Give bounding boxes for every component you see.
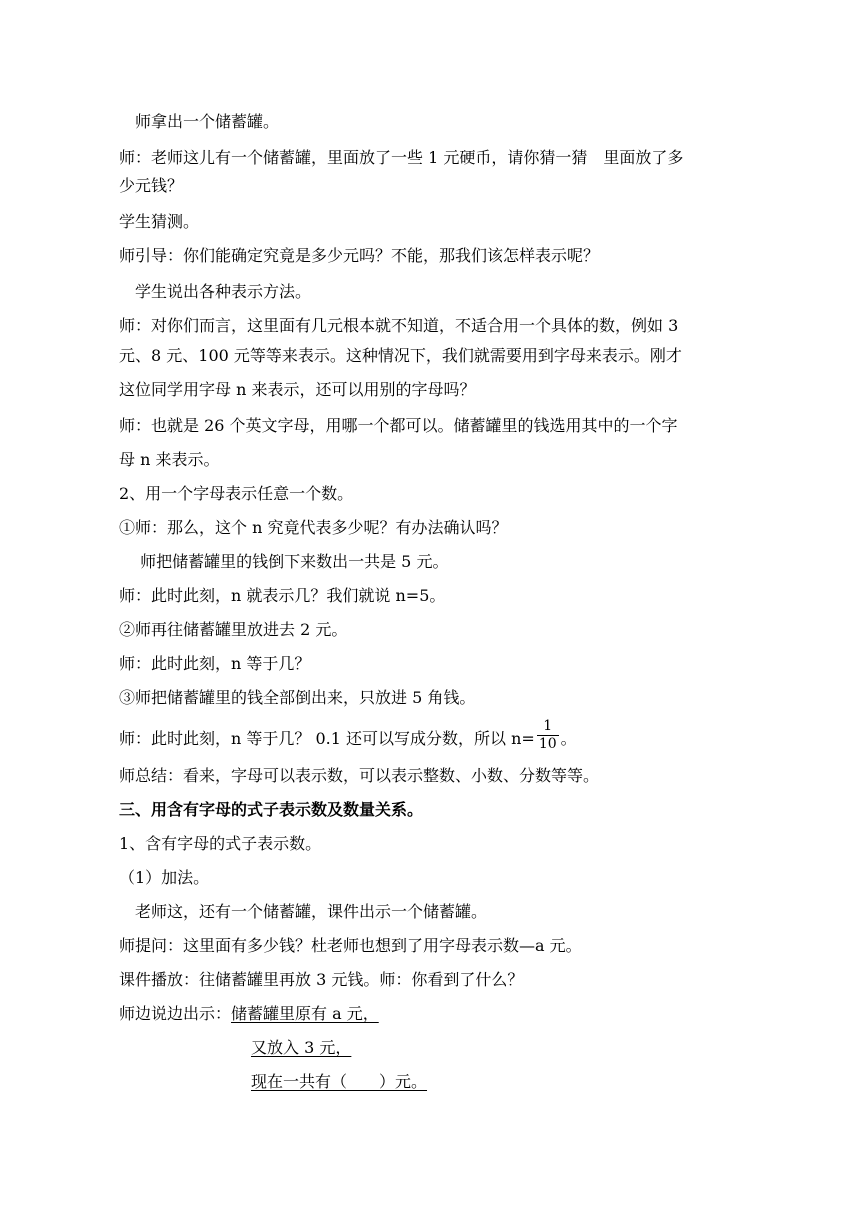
paragraph-line: 师：此时此刻，n 等于几？ <box>119 654 311 673</box>
paragraph-line: 这位同学用字母 n 来表示，还可以用别的字母吗？ <box>119 380 476 399</box>
paragraph-line: 老师这，还有一个储蓄罐，课件出示一个储蓄罐。 <box>119 902 488 921</box>
paragraph-line: 少元钱？ <box>119 176 184 195</box>
display-line <box>251 1038 751 1058</box>
display-label: 师边说边出示： <box>119 1004 232 1023</box>
paragraph-line: 元、8 元、100 元等等来表示。这种情况下，我们就需要用到字母来表示。刚才 <box>119 346 682 365</box>
paragraph-line: ③师把储蓄罐里的钱全部倒出来，只放进 5 角钱。 <box>119 688 476 707</box>
paragraph-line: 1、含有字母的式子表示数。 <box>119 834 322 853</box>
summary-line: 师总结：看来，字母可以表示数，可以表示整数、小数、分数等等。 <box>119 766 600 785</box>
paragraph-line: 师：对你们而言，这里面有几元根本就不知道，不适合用一个具体的数，例如 3 <box>119 316 679 335</box>
paragraph-line: ②师再往储蓄罐里放进去 2 元。 <box>119 620 348 639</box>
fraction-numerator: 1 <box>537 718 559 736</box>
display-line <box>119 1004 759 1024</box>
paragraph-line: 师拿出一个储蓄罐。 <box>119 112 280 131</box>
fraction-line-end: 。 <box>560 729 577 748</box>
paragraph-line: 课件播放：往储蓄罐里再放 3 元钱。师：你看到了什么？ <box>119 970 524 989</box>
paragraph-line: 师：老师这儿有一个储蓄罐，里面放了一些 1 元硬币，请你猜一猜 里面放了多 <box>119 148 684 167</box>
fraction-line <box>119 718 759 757</box>
paragraph-line: 师把储蓄罐里的钱倒下来数出一共是 5 元。 <box>119 552 449 571</box>
paragraph-line: 师：也就是 26 个英文字母，用哪一个都可以。储蓄罐里的钱选用其中的一个字 <box>119 416 678 435</box>
fraction-denominator: 10 <box>538 736 557 752</box>
section-heading: 三、用含有字母的式子表示数及数量关系。 <box>119 800 424 819</box>
display-item-3: 现在一共有（ ）元。 <box>251 1072 428 1091</box>
paragraph-line: 师提问：这里面有多少钱？杜老师也想到了用字母表示数—a 元。 <box>119 936 582 955</box>
display-line <box>251 1072 751 1092</box>
display-item-1: 储蓄罐里原有 a 元， <box>231 1004 379 1023</box>
fraction <box>537 718 559 753</box>
paragraph-line: 母 n 来表示。 <box>119 450 220 469</box>
paragraph-line: 师：此时此刻，n 就表示几？我们就说 n=5。 <box>119 586 446 605</box>
fraction-line-text: 师：此时此刻，n 等于几？ 0.1 还可以写成分数，所以 n= <box>119 729 535 748</box>
paragraph-line: （1）加法。 <box>119 868 210 887</box>
paragraph-line: ①师：那么，这个 n 究竟代表多少呢？有办法确认吗？ <box>119 518 508 537</box>
paragraph-line: 学生说出各种表示方法。 <box>119 282 312 301</box>
display-item-2: 又放入 3 元， <box>251 1038 352 1057</box>
paragraph-line: 师引导：你们能确定究竟是多少元吗？不能，那我们该怎样表示呢？ <box>119 246 600 265</box>
paragraph-line: 2、用一个字母表示任意一个数。 <box>119 484 354 503</box>
paragraph-line: 学生猜测。 <box>119 212 200 231</box>
